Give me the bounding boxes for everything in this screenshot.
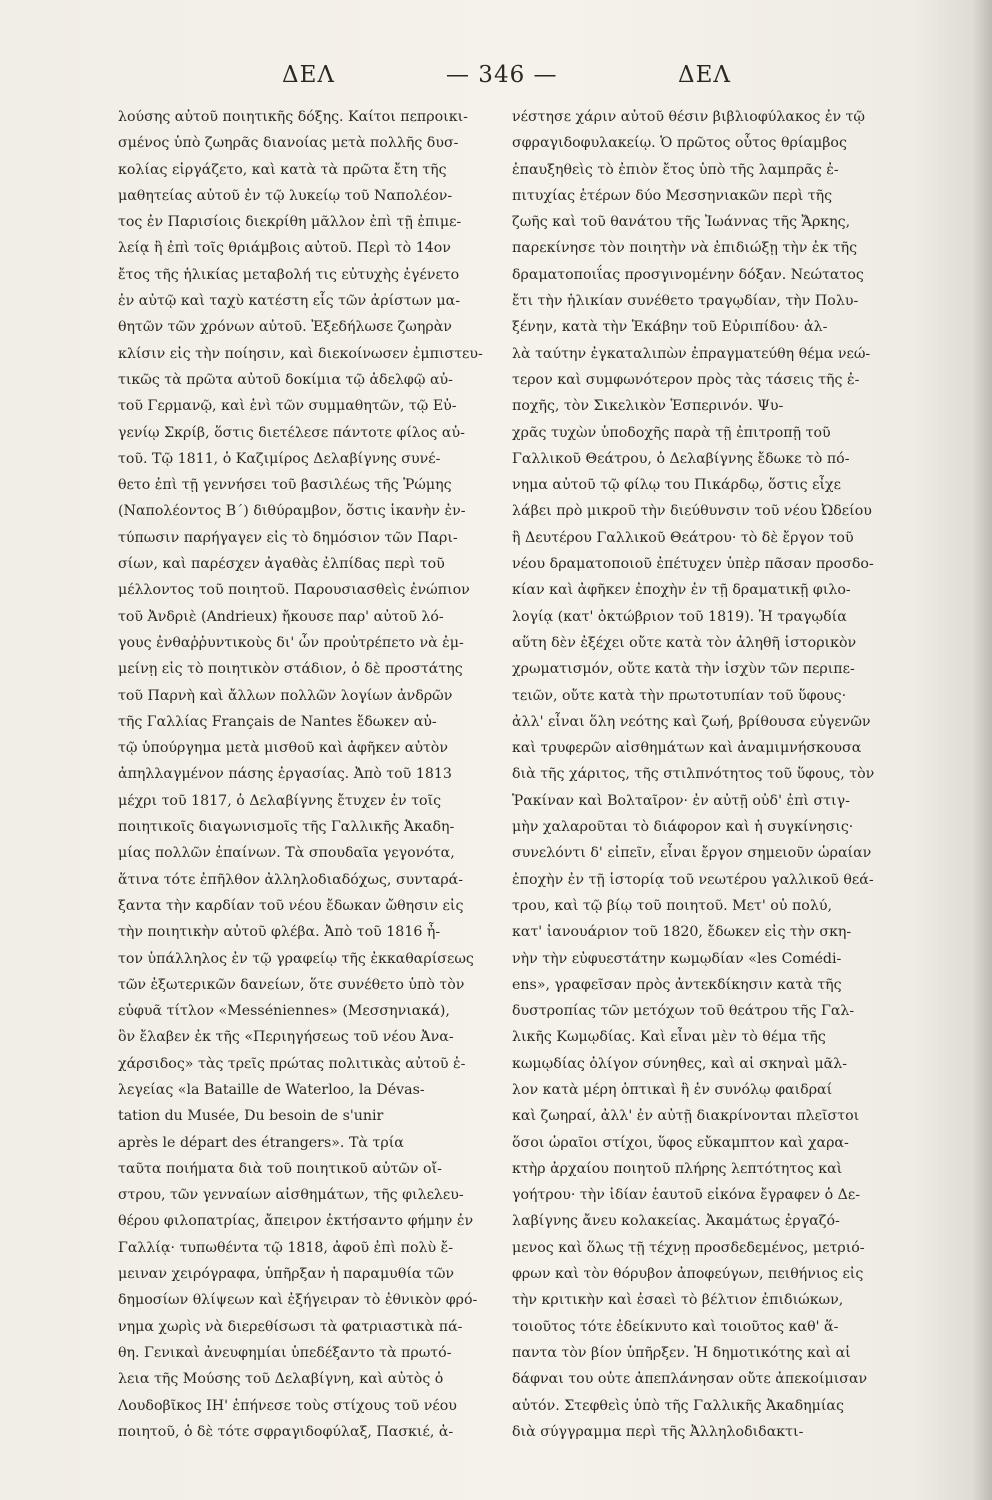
text-line: καὶ τρυφερῶν αἰσθημάτων καὶ ἀναμιμνήσκουσα xyxy=(512,740,862,757)
text-line: λικῆς Κωμῳδίας. Καὶ εἶναι μὲν τὸ θέμα τῆς xyxy=(512,1029,826,1046)
page-edge xyxy=(970,0,992,1500)
text-line: τοῦ Γερμανῷ, καὶ ἑνὶ τῶν συμμαθητῶν, τῷ Εὐ- xyxy=(118,398,457,415)
text-line: διὰ σύγγραμμα περὶ τῆς Ἀλληλοδιδακτι- xyxy=(512,1423,804,1440)
text-line: (Ναπολέοντος Β΄) διθύραμβον, ὅστις ἱκανὴν ἐν- xyxy=(118,503,466,520)
text-line: ἔτι τὴν ἡλικίαν συνέθετο τραγῳδίαν, τὴν Πολυ- xyxy=(512,293,859,310)
text-line: αὐτόν. Στεφθεὶς ὑπὸ τῆς Γαλλικῆς Ἀκαδημίας xyxy=(512,1397,844,1414)
text-line: τὴν ποιητικὴν αὐτοῦ φλέβα. Ἀπὸ τοῦ 1816 ἦ- xyxy=(118,924,441,941)
text-line: τος ἐν Παρισίοις διεκρίθη μᾶλλον ἐπὶ τῇ ἐπιμε- xyxy=(118,214,462,231)
text-line: λὰ ταύτην ἐγκαταλιπὼν ἐπραγματεύθη θέμα νεώ- xyxy=(512,345,871,362)
text-line: φρων καὶ τὸν θόρυβον ἀποφεύγων, πειθήνιος εἰς xyxy=(512,1266,864,1283)
text-line: ξένην, κατὰ τὴν Ἑκάβην τοῦ Εὐριπίδου· ἀλ- xyxy=(512,319,828,336)
text-line: κίαν καὶ ἀφῆκεν ἐποχὴν ἐν τῇ δραματικῇ φιλο- xyxy=(512,582,851,599)
text-line: tation du Musée, Du besoin de s'unir xyxy=(118,1108,384,1125)
text-line: τοιοῦτος τότε ἐδείκνυτο καὶ τοιοῦτος καθ' ἅ- xyxy=(512,1318,839,1335)
text-line: λούσης αὐτοῦ ποιητικῆς δόξης. Καίτοι πεπροικι- xyxy=(118,109,468,125)
text-line: μειναν χειρόγραφα, ὑπῆρξαν ἡ παραμυθία τῶν xyxy=(118,1266,455,1283)
text-line: θέρου φιλοπατρίας, ἄπειρον ἐκτήσαντο φήμην ἐν xyxy=(118,1213,474,1230)
text-line: ens», γραφεῖσαν πρὸς ἀντεκδίκησιν κατὰ τῆς xyxy=(512,976,842,993)
text-line: ἐν αὐτῷ καὶ ταχὺ κατέστη εἷς τῶν ἀρίστων μα- xyxy=(118,293,460,310)
text-line: γενίῳ Σκρίβ, ὅστις διετέλεσε πάντοτε φίλος αὐ- xyxy=(118,424,465,441)
text-line: τρου, καὶ τῷ βίῳ τοῦ ποιητοῦ. Μετ' οὐ πολύ, xyxy=(512,897,832,914)
text-line: ἢ Δευτέρου Γαλλικοῦ Θεάτρου· τὸ δὲ ἔργον τοῦ xyxy=(512,529,854,546)
text-line: παντα τὸν βίον ὑπῆρξεν. Ἡ δημοτικότης καὶ αἱ xyxy=(512,1344,851,1361)
text-line: τειῶν, οὔτε κατὰ τὴν πρωτοτυπίαν τοῦ ὕφους· xyxy=(512,687,847,704)
text-line: κλίσιν εἰς τὴν ποίησιν, καὶ διεκοίνωσεν ἐμπιστευ- xyxy=(118,345,483,362)
text-line: ἀπηλλαγμένον πάσης ἐργασίας. Ἀπὸ τοῦ 1813 xyxy=(118,766,452,783)
text-line: κολίας εἰργάζετο, καὶ κατὰ τὰ πρῶτα ἔτη τῆς xyxy=(118,161,447,178)
text-line: Γαλλικοῦ Θεάτρου, ὁ Δελαβίγνης ἔδωκε τὸ πό- xyxy=(512,450,850,467)
text-line: μέχρι τοῦ 1817, ὁ Δελαβίγνης ἔτυχεν ἐν τοῖς xyxy=(118,792,442,809)
text-line: θητῶν τῶν χρόνων αὐτοῦ. Ἐξεδήλωσε ζωηρὰν xyxy=(118,319,452,336)
header-left: ΔΕΛ xyxy=(282,62,336,88)
text-line: ἔτος τῆς ἡλικίας μεταβολή τις εὐτυχὴς ἐγένετο xyxy=(118,266,460,283)
text-line: après le départ des étrangers». Τὰ τρία xyxy=(118,1134,404,1151)
text-line: κωμῳδίας ὀλίγον σύνηθες, καὶ αἱ σκηναὶ μᾶλ- xyxy=(512,1055,847,1072)
text-line: θετο ἐπὶ τῇ γεννήσει τοῦ βασιλέως τῆς Ῥώμης xyxy=(118,477,452,494)
text-line: ταῦτα ποιήματα διὰ τοῦ ποιητικοῦ αὐτῶν οἴ- xyxy=(118,1160,442,1177)
text-line: Λουδοβῖκος ΙΗ' ἐπήνεσε τοὺς στίχους τοῦ νέου xyxy=(118,1397,457,1414)
text-line: μενος καὶ ὅλως τῇ τέχνῃ προσδεδεμένος, μετριό- xyxy=(512,1239,865,1256)
text-line: ὅσοι ὡραῖοι στίχοι, ὕφος εὔκαμπτον καὶ χαρα- xyxy=(512,1134,849,1151)
text-line: αὕτη δὲν ἐξέχει οὔτε κατὰ τὸν ἀληθῆ ἱστορικὸν xyxy=(512,634,857,651)
text-line: καὶ ζωηραί, ἀλλ' ἐν αὐτῇ διακρίνονται πλεῖστοι xyxy=(512,1108,860,1125)
text-line: νημα χωρὶς νὰ διερεθίσωσι τὰ φατριαστικὰ πά- xyxy=(118,1318,463,1335)
text-line: δάφναι του οὐτε ἀπεπλάνησαν οὔτε ἀπεκοίμισαν xyxy=(512,1371,868,1388)
text-line: ἅτινα τότε ἐπῆλθον ἀλληλοδιαδόχως, συνταρά- xyxy=(118,871,464,888)
text-line: μέλλοντος τοῦ ποιητοῦ. Παρουσιασθεὶς ἐνώπιον xyxy=(118,582,470,599)
text-line: μίας πολλῶν ἐπαίνων. Τὰ σπουδαῖα γεγονότα, xyxy=(118,845,455,862)
text-line: εὐφυᾶ τίτλον «Messéniennes» (Μεσσηνιακά), xyxy=(118,1003,450,1020)
text-line: δυστροπίας τῶν μετόχων τοῦ θεάτρου τῆς Γαλ- xyxy=(512,1003,855,1020)
text-line: τοῦ Ἀνδριὲ (Andrieux) ἤκουσε παρ' αὐτοῦ λό- xyxy=(118,608,444,625)
text-line: μαθητείας αὐτοῦ ἐν τῷ λυκείῳ τοῦ Ναπολέον- xyxy=(118,187,453,204)
text-line: μὴν χαλαροῦται τὸ διάφορον καὶ ἡ συγκίνησις· xyxy=(512,819,854,836)
text-line: λαβίγνης ἄνευ κολακείας. Ἀκαμάτως ἐργαζό- xyxy=(512,1213,840,1230)
text-line: κτὴρ ἀρχαίου ποιητοῦ πλήρης λεπτότητος καὶ xyxy=(512,1160,843,1177)
text-line: σμένος ὑπὸ ζωηρᾶς διανοίας μετὰ πολλῆς δυσ- xyxy=(118,135,459,152)
text-line: νὴν τὴν εὐφυεστάτην κωμῳδίαν «les Comédi- xyxy=(512,950,842,967)
text-line: τικῶς τὰ πρῶτα αὐτοῦ δοκίμια τῷ ἀδελφῷ αὐ- xyxy=(118,371,453,388)
text-line: λογίᾳ (κατ' ὀκτώβριον τοῦ 1819). Ἡ τραγῳδία xyxy=(512,608,847,625)
text-line: δημοσίων θλίψεων καὶ ἐξήγειραν τὸ ἐθνικὸν φρό- xyxy=(118,1292,478,1309)
text-line: γους ἐνθαῤῥυντικοὺς δι' ὧν προὐτρέπετο νὰ ἐμ- xyxy=(118,634,464,651)
right-column xyxy=(512,104,878,1444)
text-line: τῶν ἐξωτερικῶν δανείων, ὅτε συνέθετο ὑπὸ τὸν xyxy=(118,976,465,993)
text-line: τον ὑπάλληλος ἐν τῷ γραφείῳ τῆς ἐκκαθαρίσεως xyxy=(118,950,474,967)
text-line: ἐπαυξηθεὶς τὸ ἐπιὸν ἔτος ὑπὸ τῆς λαμπρᾶς ἐ- xyxy=(512,161,839,178)
text-line: ποιητικοῖς διαγωνισμοῖς τῆς Γαλλικῆς Ἀκαδη- xyxy=(118,819,455,836)
text-line: σφραγιδοφυλακείῳ. Ὁ πρῶτος οὗτος θρίαμβος xyxy=(512,135,847,152)
text-line: τὴν κριτικὴν καὶ ἐσαεὶ τὸ βέλτιον ἐπιδιώκων, xyxy=(512,1292,844,1309)
text-line: πιτυχίας ἑτέρων δύο Μεσσηνιακῶν περὶ τῆς xyxy=(512,187,833,204)
left-column xyxy=(118,104,484,1444)
header-right: ΔΕΛ xyxy=(678,62,732,88)
text-line: λεγείας «la Bataille de Waterloo, la Dévas- xyxy=(118,1081,425,1098)
text-line: νέου δραματοποιοῦ ἐπέτυχεν ὑπὲρ πᾶσαν προσδο- xyxy=(512,556,874,573)
text-line: νημα αὐτοῦ τῷ φίλῳ του Πικάρδῳ, ὅστις εἶχε xyxy=(512,477,841,494)
text-line: λείᾳ ἢ ἐπὶ τοῖς θριάμβοις αὐτοῦ. Περὶ τὸ 14ον xyxy=(118,240,451,257)
text-line: Γαλλίᾳ· τυπωθέντα τῷ 1818, ἀφοῦ ἐπὶ πολὺ ἔ- xyxy=(118,1239,454,1256)
text-line: μείνῃ εἰς τὸ ποιητικὸν στάδιον, ὁ δὲ προστάτης xyxy=(118,661,463,678)
text-line: χρᾶς τυχὼν ὑποδοχῆς παρὰ τῇ ἐπιτροπῇ τοῦ xyxy=(512,424,831,441)
text-line: κατ' ἰανουάριον τοῦ 1820, ἔδωκεν εἰς τὴν σκη- xyxy=(512,924,852,941)
text-line: λεια τῆς Μούσης τοῦ Δελαβίγνη, καὶ αὐτὸς ὁ xyxy=(118,1371,444,1388)
text-line: δραματοποιΐας προσγινομένην δόξαν. Νεώτατος xyxy=(512,266,864,283)
text-line: ποχῆς, τὸν Σικελικὸν Ἑσπερινόν. Ψυ- xyxy=(512,398,784,415)
text-line: τοῦ. Τῷ 1811, ὁ Καζιμίρος Δελαβίγνης συνέ- xyxy=(118,450,441,467)
text-line: ἀλλ' εἶναι ὅλη νεότης καὶ ζωή, βρίθουσα εὐγενῶν xyxy=(512,713,871,730)
text-line: σίων, καὶ παρέσχεν ἀγαθὰς ἐλπίδας περὶ τοῦ xyxy=(118,556,445,573)
text-line: ξαντα τὴν καρδίαν τοῦ νέου ἔδωκαν ὤθησιν εἰς xyxy=(118,897,464,914)
text-line: διὰ τῆς χάριτος, τῆς στιλπνότητος τοῦ ὕφους, τὸν xyxy=(512,766,875,783)
text-line: γοήτρου· τὴν ἰδίαν ἑαυτοῦ εἰκόνα ἔγραφεν ὁ Δε- xyxy=(512,1187,861,1204)
text-line: θη. Γενικαὶ ἀνευφημίαι ὑπεδέξαντο τὰ πρωτό- xyxy=(118,1344,452,1361)
text-line: στρου, τῶν γενναίων αἰσθημάτων, τῆς φιλελευ- xyxy=(118,1187,464,1204)
text-line: χάρσιδος» τὰς τρεῖς πρώτας πολιτικὰς αὐτοῦ ἐ- xyxy=(118,1055,466,1072)
running-header xyxy=(110,62,850,98)
text-line: ἐποχὴν ἐν τῇ ἱστορίᾳ τοῦ νεωτέρου γαλλικοῦ θεά- xyxy=(512,871,874,888)
text-line: τερον καὶ συμφωνότερον πρὸς τὰς τάσεις τῆς ἐ- xyxy=(512,371,860,388)
text-line: τῆς Γαλλίας Français de Nantes ἔδωκεν αὐ- xyxy=(118,713,437,730)
text-line: συνελόντι δ' εἰπεῖν, εἶναι ἔργον σημειοῦν ὡραίαν xyxy=(512,845,872,862)
text-line: τοῦ Παρνὴ καὶ ἄλλων πολλῶν λογίων ἀνδρῶν xyxy=(118,687,453,704)
text-line: λάβει πρὸ μικροῦ τὴν διεύθυνσιν τοῦ νέου Ὠδείου xyxy=(512,503,872,520)
text-line: ὃν ἔλαβεν ἐκ τῆς «Περιηγήσεως τοῦ νέου Ἀνα- xyxy=(118,1029,454,1046)
text-line: Ῥακίναν καὶ Βολταῖρον· ἐν αὐτῇ οὐδ' ἐπὶ στιγ- xyxy=(512,792,850,809)
text-line: τῷ ὑπούργημα μετὰ μισθοῦ καὶ ἀφῆκεν αὐτὸν xyxy=(118,740,448,757)
text-line: τύπωσιν παρήγαγεν εἰς τὸ δημόσιον τῶν Παρι- xyxy=(118,529,458,546)
text-line: χρωματισμόν, οὔτε κατὰ τὴν ἰσχὺν τῶν περιπε- xyxy=(512,661,855,678)
text-line: ζωῆς καὶ τοῦ θανάτου τῆς Ἰωάννας τῆς Ἄρκης, xyxy=(512,214,851,231)
text-line: ποιητοῦ, ὁ δὲ τότε σφραγιδοφύλαξ, Πασκιέ, ἀ- xyxy=(118,1423,454,1440)
text-line: λον κατὰ μέρη ὁπτικαὶ ἢ ἐν συνόλῳ φαιδραί xyxy=(512,1081,833,1098)
page-number: — 346 — xyxy=(446,62,558,88)
text-line: νέστησε χάριν αὐτοῦ θέσιν βιβλιοφύλακος ἐν τῷ xyxy=(512,109,865,125)
text-line: παρεκίνησε τὸν ποιητὴν νὰ ἐπιδιώξῃ τὴν ἐκ τῆς xyxy=(512,240,858,257)
